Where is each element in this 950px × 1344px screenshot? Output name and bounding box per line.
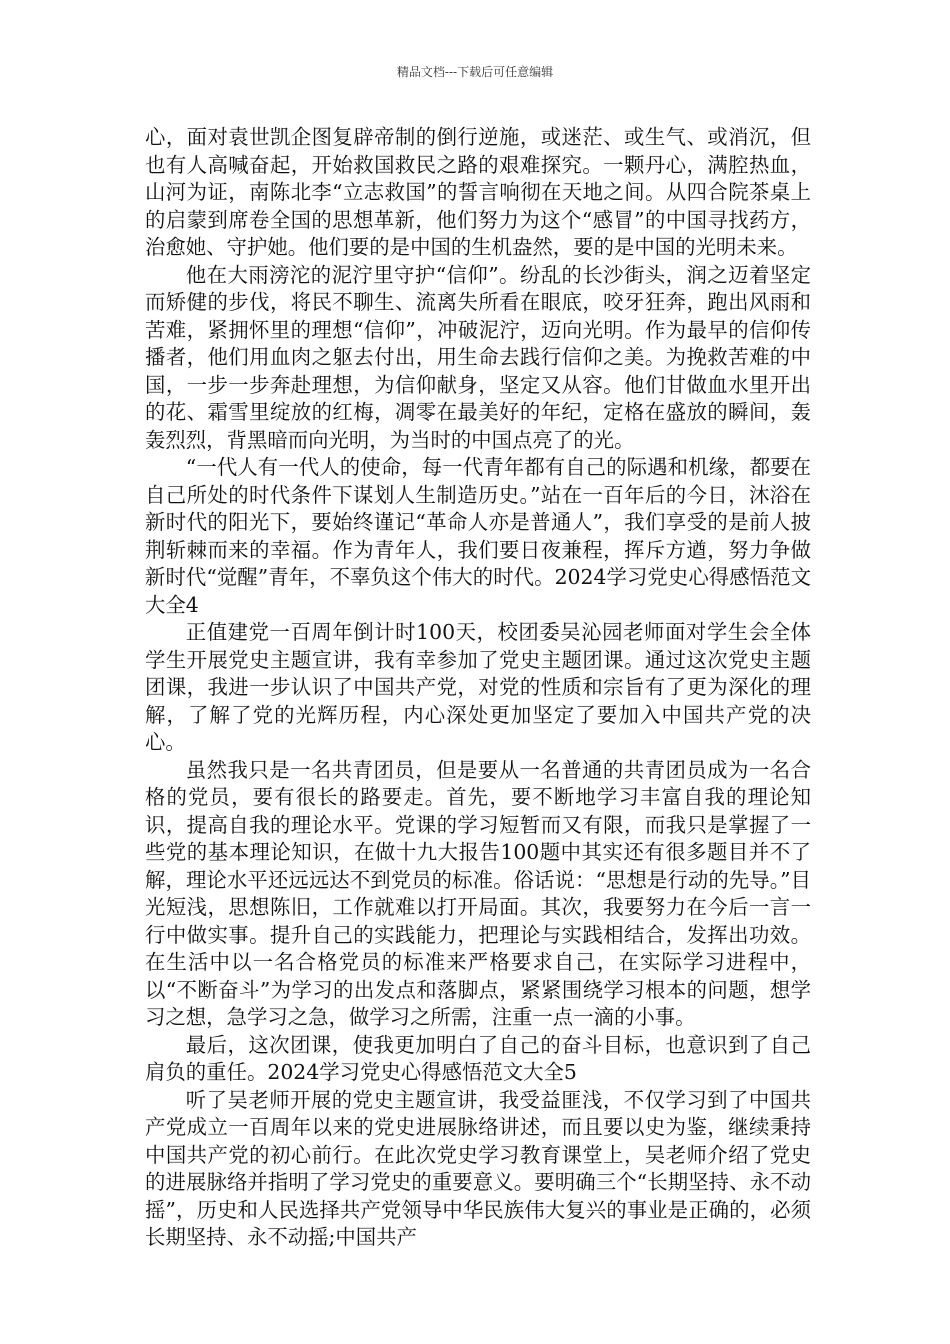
paragraph: 正值建党一百周年倒计时100天，校团委吴沁园老师面对学生会全体学生开展党史主题宣讲，我有幸参加了党史主题团课。通过这次党史主题团课，我进一步认识了中国共产党，对党的性质和宗旨有了更为深化的理解，了解了党的光辉历程，内心深处更加坚定了要加入中国共产党的决心。 xyxy=(145,620,811,754)
document-body xyxy=(145,124,811,1252)
paragraph: 他在大雨滂沱的泥泞里守护“信仰”。纷乱的长沙街头，润之迈着坚定而矫健的步伐，将民不聊生、流离失所看在眼底，咬牙狂奔，跑出风雨和苦难，紧拥怀里的理想“信仰”，冲破泥泞，迈向光明。作为最早的信仰传播者，他们用血肉之躯去付出，用生命去践行信仰之美。为挽救苦难的中国，一步一步奔赴理想，为信仰献身，坚定又从容。他们甘做血水里开出的花、霜雪里绽放的红梅，凋零在最美好的年纪，定格在盛放的瞬间，轰轰烈烈，背黑暗而向光明，为当时的中国点亮了的光。 xyxy=(145,262,811,452)
paragraph: “一代人有一代人的使命，每一代青年都有自己的际遇和机缘，都要在自己所处的时代条件下谋划人生制造历史。”站在一百年后的今日，沐浴在新时代的阳光下，要始终谨记“革命人亦是普通人”，我们享受的是前人披荆斩棘而来的幸福。作为青年人，我们要日夜兼程，挥斥方遒，努力争做新时代“觉醒”青年，不辜负这个伟大的时代。2024学习党史心得感悟范文大全4 xyxy=(145,455,811,617)
paragraph: 听了吴老师开展的党史主题宣讲，我受益匪浅，不仅学习到了中国共产党成立一百周年以来的党史进展脉络讲述，而且要以史为鉴，继续秉持中国共产党的初心前行。在此次党史学习教育课堂上，吴老师介绍了党史的进展脉络并指明了学习党史的重要意义。要明确三个“长期坚持、永不动摇”，历史和人民选择共产党领导中华民族伟大复兴的事业是正确的，必须长期坚持、永不动摇;中国共产 xyxy=(145,1087,811,1249)
page-header: 精品文档---下载后可任意编辑 xyxy=(396,65,554,79)
paragraph: 虽然我只是一名共青团员，但是要从一名普通的共青团员成为一名合格的党员，要有很长的路要走。首先，要不断地学习丰富自我的理论知识，提高自我的理论水平。党课的学习短暂而又有限，而我只是掌握了一些党的基本理论知识，在做十九大报告100题中其实还有很多题目并不了解，理论水平还远远达不到党员的标准。俗话说：“思想是行动的先导。”目光短浅，思想陈旧，工作就难以打开局面。其次，我要努力在今后一言一行中做实事。提升自己的实践能力，把理论与实践相结合，发挥出功效。在生活中以一名合格党员的标准来严格要求自己，在实际学习进程中，以“不断奋斗”为学习的出发点和落脚点，紧紧围绕学习根本的问题，想学习之想，急学习之急，做学习之所需，注重一点一滴的小事。 xyxy=(145,757,811,1029)
paragraph: 心，面对袁世凯企图复辟帝制的倒行逆施，或迷茫、或生气、或消沉，但也有人高喊奋起，开始救国救民之路的艰难探究。一颗丹心，满腔热血，山河为证，南陈北李“立志救国”的誓言响彻在天地之间。从四合院茶桌上的启蒙到席卷全国的思想革新，他们努力为这个“感冒”的中国寻找药方，治愈她、守护她。他们要的是中国的生机盎然，要的是中国的光明未来。 xyxy=(145,125,811,259)
paragraph: 最后，这次团课，使我更加明白了自己的奋斗目标，也意识到了自己肩负的重任。2024学习党史心得感悟范文大全5 xyxy=(145,1032,811,1084)
